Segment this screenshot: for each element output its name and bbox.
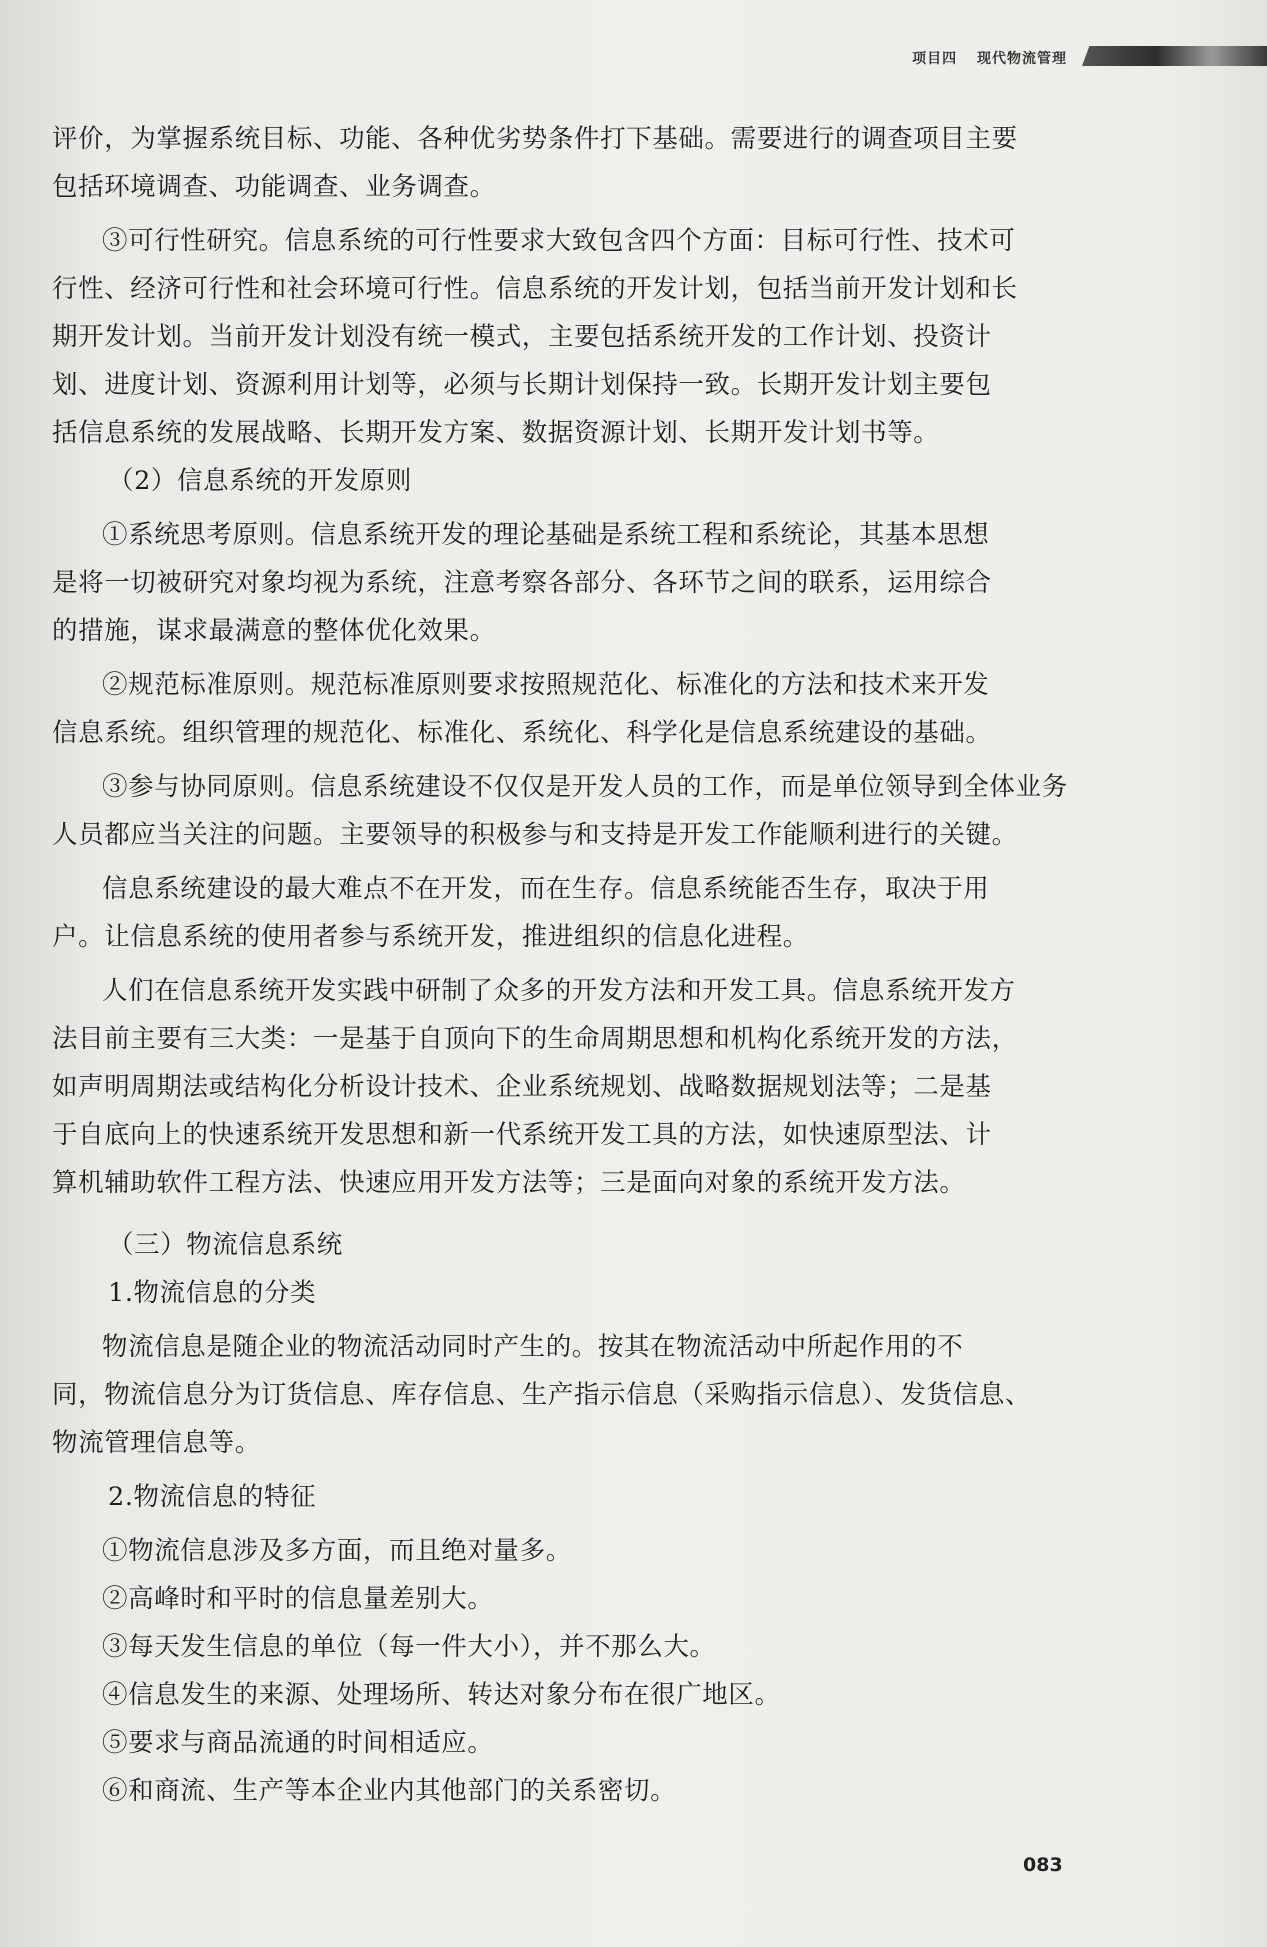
list-item: ⑤要求与商品流通的时间相适应。: [102, 1728, 494, 1758]
text-line: 期开发计划。当前开发计划没有统一模式，主要包括系统开发的工作计划、投资计: [52, 322, 992, 352]
page-body: [52, 115, 1072, 1815]
text-line: 算机辅助软件工程方法、快速应用开发方法等；三是面向对象的系统开发方法。: [52, 1168, 966, 1198]
text-line: ①系统思考原则。信息系统开发的理论基础是系统工程和系统论，其基本思想: [102, 520, 990, 550]
text-line: 包括环境调查、功能调查、业务调查。: [52, 172, 496, 202]
text-line: ③参与协同原则。信息系统建设不仅仅是开发人员的工作，而是单位领导到全体业务: [102, 772, 1068, 802]
paragraph-dev-methods: [52, 967, 1072, 1207]
text-line: 户。让信息系统的使用者参与系统开发，推进组织的信息化进程。: [52, 922, 809, 952]
section-heading-logistics-info-system: （三）物流信息系统: [108, 1230, 343, 1260]
text-line: 评价，为掌握系统目标、功能、各种优劣势条件打下基础。需要进行的调查项目主要: [52, 124, 1018, 154]
text-line: 信息系统建设的最大难点不在开发，而在生存。信息系统能否生存，取决于用: [102, 874, 990, 904]
text-line: 法目前主要有三大类：一是基于自顶向下的生命周期思想和机构化系统开发的方法，: [52, 1024, 1018, 1054]
paragraph-survival: [52, 865, 1072, 961]
page-number: 083: [1023, 1854, 1063, 1876]
text-line: 是将一切被研究对象均视为系统，注意考察各部分、各环节之间的联系，运用综合: [52, 568, 992, 598]
text-line: 如声明周期法或结构化分析设计技术、企业系统规划、战略数据规划法等；二是基: [52, 1072, 992, 1102]
text-line: 信息系统。组织管理的规范化、标准化、系统化、科学化是信息系统建设的基础。: [52, 718, 992, 748]
paragraph-1: [52, 115, 1072, 211]
text-line: 物流信息是随企业的物流活动同时产生的。按其在物流活动中所起作用的不: [102, 1332, 964, 1362]
paragraph-standards: [52, 661, 1072, 757]
list-item: ⑥和商流、生产等本企业内其他部门的关系密切。: [102, 1776, 677, 1806]
text-line: 人员都应当关注的问题。主要领导的积极参与和支持是开发工作能顺利进行的关键。: [52, 820, 1018, 850]
text-line: ②规范标准原则。规范标准原则要求按照规范化、标准化的方法和技术来开发: [102, 670, 990, 700]
running-header: [747, 44, 1267, 70]
subheading-characteristics: 2.物流信息的特征: [108, 1482, 317, 1512]
list-item: ④信息发生的来源、处理场所、转达对象分布在很广地区。: [102, 1680, 781, 1710]
text-line: 括信息系统的发展战略、长期开发方案、数据资源计划、长期开发计划书等。: [52, 418, 940, 448]
text-line: 行性、经济可行性和社会环境可行性。信息系统的开发计划，包括当前开发计划和长: [52, 274, 1018, 304]
header-decoration-bar: [1082, 46, 1267, 66]
paragraph-feasibility: [52, 217, 1072, 457]
text-line: 同，物流信息分为订货信息、库存信息、生产指示信息（采购指示信息）、发货信息、: [52, 1380, 1032, 1410]
text-line: ③可行性研究。信息系统的可行性要求大致包含四个方面：目标可行性、技术可: [102, 226, 1016, 256]
section-heading-dev-principles: （2）信息系统的开发原则: [108, 466, 412, 496]
list-item: ③每天发生信息的单位（每一件大小），并不那么大。: [102, 1632, 716, 1662]
text-line: 于自底向上的快速系统开发思想和新一代系统开发工具的方法，如快速原型法、计: [52, 1120, 992, 1150]
paragraph-system-thinking: [52, 511, 1072, 655]
header-chapter: 项目四: [912, 51, 958, 67]
list-item: ①物流信息涉及多方面，而且绝对量多。: [102, 1536, 572, 1566]
text-line: 的措施，谋求最满意的整体优化效果。: [52, 616, 496, 646]
paragraph-classification: [52, 1323, 1072, 1467]
header-text: [898, 48, 1067, 68]
list-item: ②高峰时和平时的信息量差别大。: [102, 1584, 494, 1614]
characteristics-list: [52, 1527, 1072, 1815]
subheading-classification: 1.物流信息的分类: [108, 1278, 317, 1308]
text-line: 人们在信息系统开发实践中研制了众多的开发方法和开发工具。信息系统开发方: [102, 976, 1016, 1006]
text-line: 物流管理信息等。: [52, 1428, 261, 1458]
text-line: 划、进度计划、资源利用计划等，必须与长期计划保持一致。长期开发计划主要包: [52, 370, 992, 400]
paragraph-collaboration: [52, 763, 1072, 859]
header-title: 现代物流管理: [977, 51, 1067, 67]
